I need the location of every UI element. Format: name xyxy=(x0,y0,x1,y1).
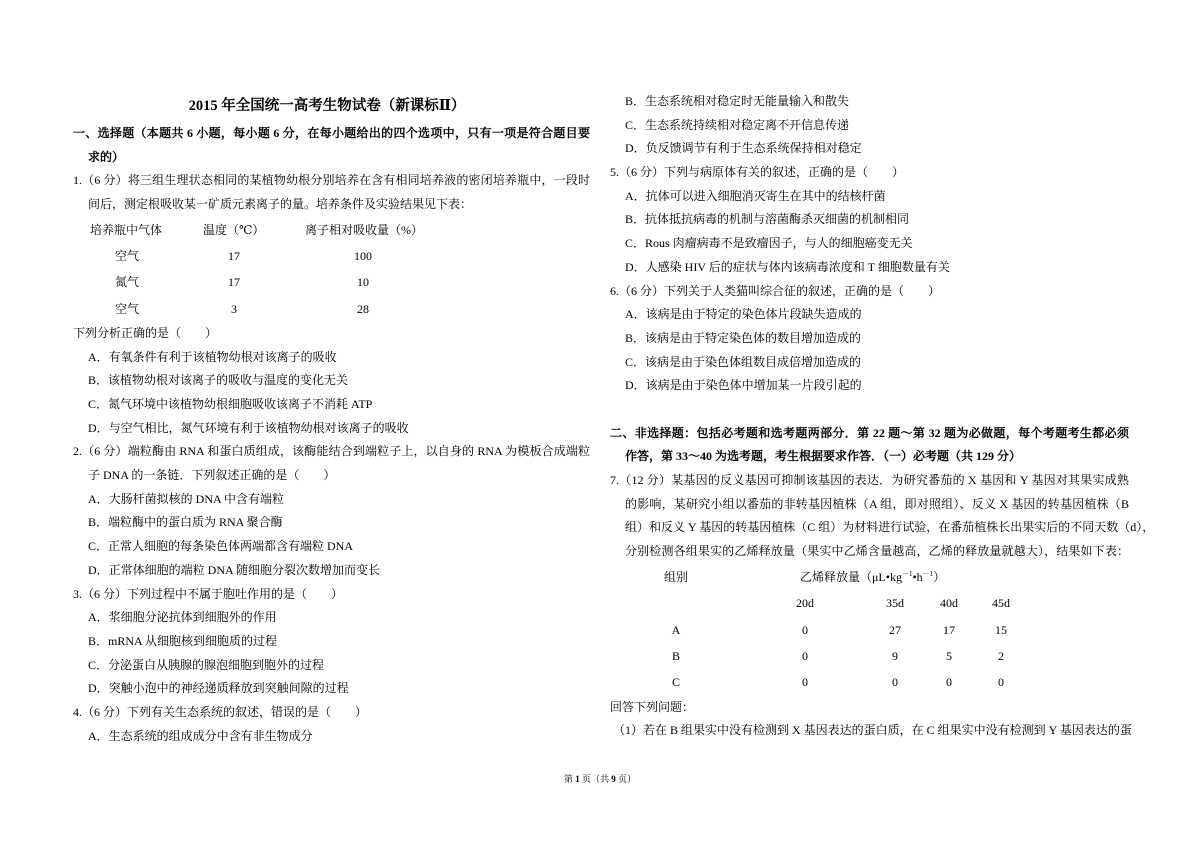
table-cell: 0 xyxy=(802,675,808,690)
footer-text-after: 页） xyxy=(615,774,637,784)
table-header-day: 40d xyxy=(940,596,958,611)
question-1-stem-line-2: 间后，测定根吸收某一矿质元素离子的量。培养条件及实验结果见下表： xyxy=(88,197,473,212)
question-2-option-b: B．端粒酶中的蛋白质为 RNA 聚合酶 xyxy=(88,515,283,530)
table-row xyxy=(610,617,1129,643)
table-days-row xyxy=(610,590,1129,616)
table-cell: 5 xyxy=(946,648,952,663)
question-5-option-c: C．Rous 肉瘤病毒不是致瘤因子，与人的细胞癌变无关 xyxy=(625,236,913,251)
question-1-option-b: B．该植物幼根对该离子的吸收与温度的变化无关 xyxy=(88,373,349,388)
question-5-option-a: A．抗体可以进入细胞消灭寄生在其中的结核杆菌 xyxy=(625,188,886,203)
table-row xyxy=(610,669,1129,695)
table-cell: 2 xyxy=(998,648,1004,663)
question-7-subquestion-1: （1）若在 B 组果实中没有检测到 X 基因表达的蛋白质，在 C 组果实中没有检测到 Y 基因表达的蛋 xyxy=(613,723,1132,738)
question-5-option-d: D．人感染 HIV 后的症状与体内该病毒浓度和 T 细胞数量有关 xyxy=(625,259,950,274)
question-6-option-b: B．该病是由于特定染色体的数目增加造成的 xyxy=(625,330,862,345)
table-cell-temperature: 17 xyxy=(228,249,240,264)
table-header-day: 45d xyxy=(992,596,1010,611)
question-3-stem: 3.（6 分）下列过程中不属于胞吐作用的是（ ） xyxy=(73,586,344,601)
table-cell: 0 xyxy=(946,675,952,690)
question-3-option-d: D．突触小泡中的神经递质释放到突触间隙的过程 xyxy=(88,681,349,696)
table-cell: 15 xyxy=(995,622,1007,637)
culture-conditions-table xyxy=(73,217,590,322)
table-cell-group: B xyxy=(671,648,680,663)
question-1-prompt: 下列分析正确的是（ ） xyxy=(73,325,218,340)
question-5-option-b: B．抗体抵抗病毒的机制与溶菌酶杀灭细菌的机制相同 xyxy=(625,212,910,227)
question-1-option-a: A．有氧条件有利于该植物幼根对该离子的吸收 xyxy=(88,349,337,364)
table-row xyxy=(610,643,1129,669)
question-1-option-d: D．与空气相比，氮气环境有利于该植物幼根对该离子的吸收 xyxy=(88,420,409,435)
table-cell: 0 xyxy=(892,675,898,690)
section-2-heading-line-1: 二、非选择题：包括必考题和选考题两部分．第 22 题～第 32 题为必做题，每个考题考生都必须 xyxy=(610,425,1129,440)
table-header-row xyxy=(610,564,1129,590)
table-row xyxy=(73,243,590,269)
question-6-option-c: C．该病是由于染色体组数目成倍增加造成的 xyxy=(625,354,862,369)
table-header-group: 组别 xyxy=(664,569,689,584)
ethylene-release-table xyxy=(610,564,1129,696)
right-column xyxy=(610,90,1155,743)
table-cell-gas: 空气 xyxy=(115,249,140,264)
table-header-row xyxy=(73,217,590,243)
question-2-stem-line-1: 2.（6 分）端粒酶由 RNA 和蛋白质组成，该酶能结合到端粒子上，以自身的 RNA 为模板合成端粒 xyxy=(73,444,590,459)
footer-total-pages: 9 xyxy=(611,774,616,784)
question-6-option-d: D．该病是由于染色体中增加某一片段引起的 xyxy=(625,378,862,393)
table-cell-group: C xyxy=(671,675,680,690)
question-7-stem-line-2: 的影响，某研究小组以番茄的非转基因植株（A 组，即对照组）、反义 X 基因的转基因植株（B xyxy=(625,496,1129,511)
question-7-stem-line-3: 组）和反义 Y 基因的转基因植株（C 组）为材料进行试验，在番茄植株长出果实后的不同天数（d）， xyxy=(625,520,1155,535)
section-1-heading-line-2: 求的） xyxy=(88,149,125,164)
question-5-stem: 5.（6 分）下列与病原体有关的叙述，正确的是（ ） xyxy=(610,165,905,180)
measure-exponent-kg: －1 xyxy=(901,569,913,578)
table-cell: 0 xyxy=(802,622,808,637)
question-2-option-a: A．大肠杆菌拟核的 DNA 中含有端粒 xyxy=(88,491,285,506)
table-cell: 9 xyxy=(892,648,898,663)
question-3-option-b: B．mRNA 从细胞核到细胞质的过程 xyxy=(88,633,278,648)
table-header-ethylene-release xyxy=(800,564,945,590)
question-6-option-a: A．该病是由于特定的染色体片段缺失造成的 xyxy=(625,307,862,322)
question-7-stem-line-1: 7.（12 分）某基因的反义基因可抑制该基因的表达．为研究番茄的 X 基因和 Y 基因对其果实成熟 xyxy=(610,473,1129,487)
question-4-option-d: D．负反馈调节有利于生态系统保持相对稳定 xyxy=(625,141,862,156)
table-cell-group: A xyxy=(671,622,681,637)
table-cell-gas: 氮气 xyxy=(115,275,140,290)
question-2-option-d: D．正常体细胞的端粒 DNA 随细胞分裂次数增加而变长 xyxy=(88,562,381,577)
measure-exponent-h: －1 xyxy=(922,569,934,578)
exam-title: 2015 年全国统一高考生物试卷（新课标Ⅱ） xyxy=(188,98,466,114)
question-2-option-c: C．正常人细胞的每条染色体两端都含有端粒 DNA xyxy=(88,539,354,554)
question-7-prompt: 回答下列问题： xyxy=(610,699,695,714)
table-header-day: 20d xyxy=(796,596,814,611)
table-header-temperature: 温度（℃） xyxy=(203,222,265,237)
table-header-gas: 培养瓶中气体 xyxy=(90,222,163,237)
section-2-heading-line-2: 作答，第 33～40 为选考题，考生根据要求作答．（一）必考题（共 129 分） xyxy=(625,449,1022,464)
table-cell-absorption: 100 xyxy=(354,249,372,264)
measure-unit-h: •h xyxy=(912,569,923,584)
table-header-day: 35d xyxy=(886,596,904,611)
question-3-option-c: C．分泌蛋白从胰腺的腺泡细胞到胞外的过程 xyxy=(88,657,325,672)
table-cell: 0 xyxy=(802,648,808,663)
footer-text-before: 第 xyxy=(563,774,576,784)
question-4-stem: 4.（6 分）下列有关生态系统的叙述，错误的是（ ） xyxy=(73,704,368,719)
question-6-stem: 6.（6 分）下列关于人类猫叫综合征的叙述，正确的是（ ） xyxy=(610,283,941,298)
question-2-stem-line-2: 子 DNA 的一条链．下列叙述正确的是（ ） xyxy=(88,468,336,483)
table-header-absorption: 离子相对吸收量（%） xyxy=(305,222,423,237)
table-row xyxy=(73,296,590,322)
footer-page-number: 1 xyxy=(575,774,580,784)
left-column xyxy=(73,94,590,748)
page-footer xyxy=(0,772,1200,786)
question-1-option-c: C．氮气环境中该植物幼根细胞吸收该离子不消耗 ATP xyxy=(88,397,373,411)
question-1-stem-line-1: 1.（6 分）将三组生理状态相同的某植物幼根分别培养在含有相同培养液的密闭培养瓶中，一段时 xyxy=(73,173,590,188)
section-1-heading-line-1: 一、选择题（本题共 6 小题，每小题 6 分，在每小题给出的四个选项中，只有一项是符合题目要 xyxy=(73,126,590,140)
table-cell-temperature: 17 xyxy=(228,275,240,290)
table-row xyxy=(73,269,590,295)
table-cell: 17 xyxy=(943,622,955,637)
table-cell: 27 xyxy=(889,622,901,637)
table-cell-absorption: 28 xyxy=(357,301,369,316)
table-cell: 0 xyxy=(998,675,1004,690)
table-cell-temperature: 3 xyxy=(231,301,237,316)
question-4-option-c: C．生态系统持续相对稳定离不开信息传递 xyxy=(625,117,850,132)
table-cell-gas: 空气 xyxy=(115,301,140,316)
measure-close-paren: ） xyxy=(933,569,946,584)
table-cell-absorption: 10 xyxy=(357,275,369,290)
footer-text-middle: 页（共 xyxy=(579,774,612,784)
question-3-option-a: A．浆细胞分泌抗体到细胞外的作用 xyxy=(88,610,277,625)
measure-label: 乙烯释放量（μL•kg xyxy=(800,569,902,584)
question-4-option-a: A．生态系统的组成成分中含有非生物成分 xyxy=(88,728,313,743)
question-7-stem-line-4: 分别检测各组果实的乙烯释放量（果实中乙烯含量越高，乙烯的释放量就越大），结果如下表： xyxy=(625,544,1129,559)
question-4-option-b: B．生态系统相对稳定时无能量输入和散失 xyxy=(625,94,850,108)
